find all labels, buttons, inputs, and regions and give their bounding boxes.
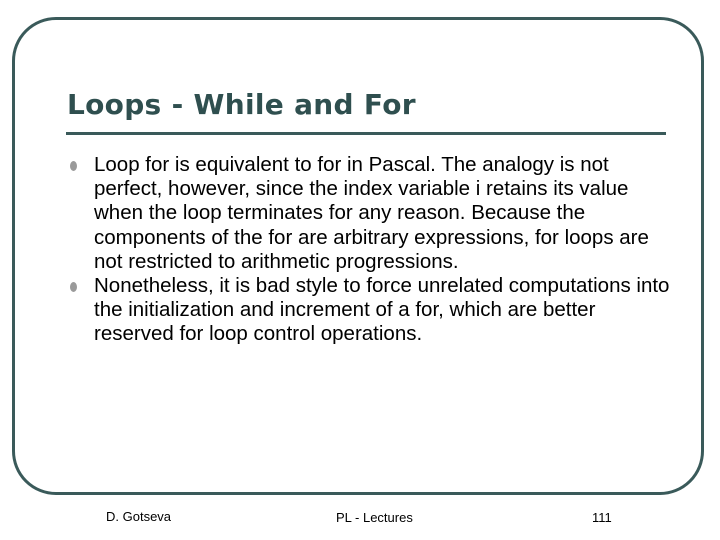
title-underline (66, 132, 666, 135)
footer-author: D. Gotseva (106, 509, 172, 524)
bullet-text: Loop for is equivalent to for in Pascal. The analogy is not perfect, however, since the index variable i retains its value when the loop terminates for any reason. Because the components of the for are arbitrary expressions, for loops are not restricted to arithmetic progressions. (94, 153, 649, 273)
slide-title: Loops - While and For (67, 88, 416, 121)
bullet-item (70, 153, 670, 274)
footer-page-number: 111 (592, 510, 612, 525)
footer-course: PL - Lectures (336, 510, 413, 525)
bullet-list (70, 153, 670, 347)
bullet-text: Nonetheless, it is bad style to force unrelated computations into the initialization and increment of a for, which are better reserved for loop control operations. (94, 274, 670, 346)
bullet-dot-icon (70, 282, 77, 292)
bullet-dot-icon (70, 161, 77, 171)
bullet-item (70, 274, 670, 347)
